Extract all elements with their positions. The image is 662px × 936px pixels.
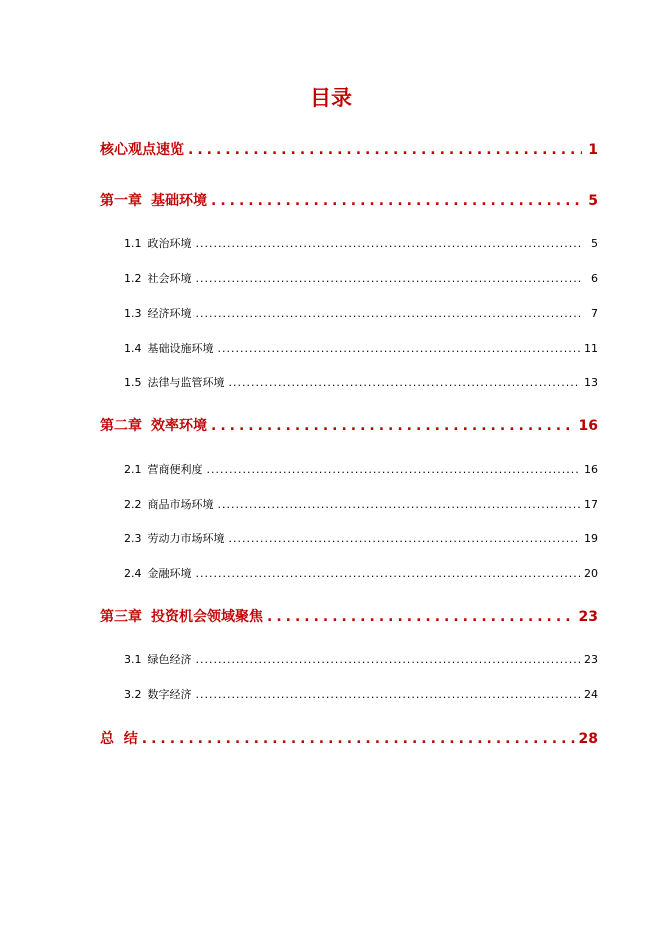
toc-entry-label: 基础设施环境 [147,342,214,355]
toc-entry-number: 2.4 [124,567,142,580]
toc-entry-summary[interactable] [100,729,598,749]
toc-page-number: 1 [588,142,598,158]
toc-page-number: 5 [588,193,598,209]
toc-entry-label: 商品市场环境 [147,498,214,511]
toc-page-number: 11 [584,342,598,355]
toc-entry-number: 1.1 [124,237,142,250]
toc-leader-dots [229,531,581,547]
toc-entry-number: 2.2 [124,498,142,511]
toc-leader-dots [211,416,575,436]
toc-entry-label: 政治环境 [147,237,192,250]
toc-entry-2-1[interactable] [124,462,598,478]
toc-leader-dots [188,140,582,160]
toc-leader-dots [196,652,581,668]
toc-entry-label: 金融环境 [147,567,192,580]
toc-entry-2-4[interactable] [124,566,598,582]
toc-entry-number: 第一章 [100,193,142,209]
toc-leader-dots [218,341,581,357]
toc-entry-label: 社会环境 [147,272,192,285]
toc-entry-3-2[interactable] [124,687,598,703]
toc-entry-number: 1.5 [124,376,142,389]
toc-page-number: 24 [584,688,598,701]
toc-page-number: 6 [591,272,598,285]
toc-page-number: 7 [591,307,598,320]
toc-page-number: 17 [584,498,598,511]
toc-entry-number: 第二章 [100,418,142,434]
toc-page-number: 16 [578,418,598,434]
toc-page-number: 23 [578,609,598,625]
toc-entry-1-3[interactable] [124,306,598,322]
toc-page-number: 28 [578,731,598,747]
toc-entry-label: 基础环境 [151,193,207,209]
toc-entry-number: 2.1 [124,463,142,476]
toc-entry-label: 效率环境 [151,418,207,434]
toc-leader-dots [218,497,581,513]
toc-entry-number: 第三章 [100,609,142,625]
toc-leader-dots [196,236,583,252]
toc-entry-label: 绿色经济 [147,653,192,666]
toc-entry-1-1[interactable] [124,236,598,252]
toc-entry-2-3[interactable] [124,531,598,547]
toc-entry-number: 3.1 [124,653,142,666]
toc-page-number: 19 [584,532,598,545]
toc-entry-label: 总 结 [100,731,138,747]
toc-entry-1-4[interactable] [124,341,598,357]
toc-entry-label: 数字经济 [147,688,192,701]
toc-entry-key-insights[interactable] [100,140,598,160]
toc-entry-chapter-2[interactable] [100,416,598,436]
toc-leader-dots [211,191,582,211]
toc-entry-number: 2.3 [124,532,142,545]
toc-leader-dots [142,729,575,749]
toc-page-number: 20 [584,567,598,580]
toc-title: 目录 [310,86,352,110]
toc-page-number: 23 [584,653,598,666]
toc-entry-1-2[interactable] [124,271,598,287]
toc-leader-dots [196,687,581,703]
toc-page-number: 16 [584,463,598,476]
toc-entry-number: 3.2 [124,688,142,701]
toc-entry-label: 劳动力市场环境 [147,532,225,545]
toc-entry-2-2[interactable] [124,497,598,513]
toc-entry-chapter-1[interactable] [100,191,598,211]
toc-entry-3-1[interactable] [124,652,598,668]
toc-page-number: 13 [584,376,598,389]
toc-entry-1-5[interactable] [124,375,598,391]
toc-leader-dots [196,306,583,322]
toc-entry-number: 1.4 [124,342,142,355]
toc-leader-dots [207,462,581,478]
toc-entry-number: 1.3 [124,307,142,320]
toc-entry-chapter-3[interactable] [100,607,598,627]
toc-entry-label: 核心观点速览 [100,142,184,158]
toc-entry-number: 1.2 [124,272,142,285]
toc-leader-dots [196,566,581,582]
toc-page-number: 5 [591,237,598,250]
toc-entry-label: 投资机会领域聚焦 [151,609,263,625]
toc-entry-label: 营商便利度 [147,463,203,476]
toc-leader-dots [267,607,575,627]
toc-leader-dots [229,375,581,391]
toc-entry-label: 法律与监管环境 [147,376,225,389]
toc-entry-label: 经济环境 [147,307,192,320]
toc-leader-dots [196,271,583,287]
